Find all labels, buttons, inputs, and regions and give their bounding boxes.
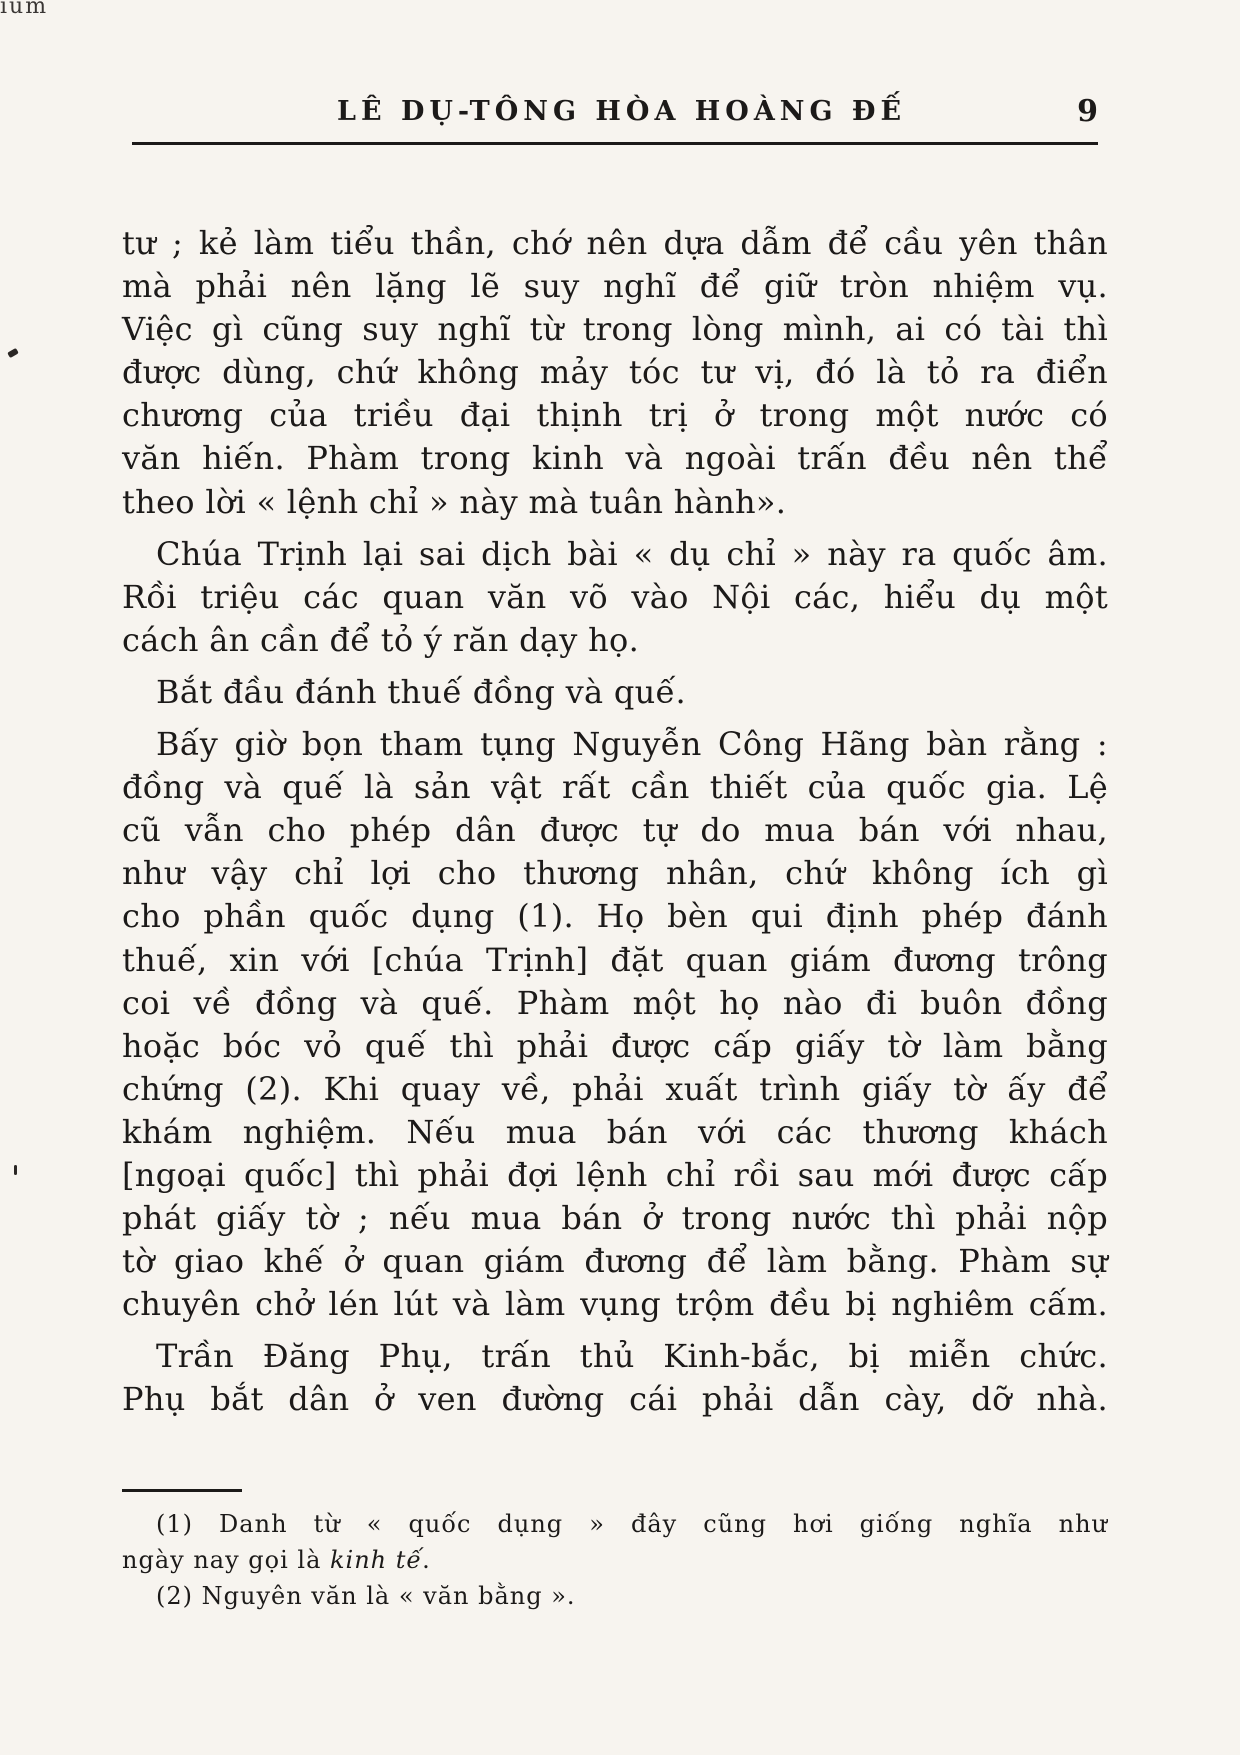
paragraph-tran-dang-phu — [122, 1335, 1108, 1421]
text-line: đồng và quế là sản vật rất cần thiết của quốc gia. Lệ — [122, 768, 1108, 807]
text-line: như vậy chỉ lợi cho thương nhân, chứ không ích gì — [122, 854, 1108, 893]
text-line: Chúa Trịnh lại sai dịch bài « dụ chỉ » này ra quốc âm. — [156, 534, 1108, 573]
body-text — [122, 222, 1108, 1431]
margin-speck — [14, 1165, 17, 1175]
text-line: Phụ bắt dân ở ven đường cái phải dẫn cày, dỡ nhà. — [122, 1380, 1108, 1419]
text-line: Bấy giờ bọn tham tụng Nguyễn Công Hãng bàn rằng : — [156, 725, 1108, 764]
text-line: được dùng, chứ không mảy tóc tư vị, đó là tỏ ra điển — [122, 353, 1108, 392]
paragraph-decree-end — [122, 222, 1108, 524]
footnote-1-text: ngày nay gọi là — [122, 1546, 330, 1574]
text-line: cũ vẫn cho phép dân được tự do mua bán với nhau, — [122, 811, 1108, 850]
text-line: chương của triều đại thịnh trị ở trong một nước có — [122, 396, 1108, 435]
running-header — [132, 92, 1098, 145]
text-line: chứng (2). Khi quay về, phải xuất trình giấy tờ ấy để — [122, 1069, 1108, 1108]
footnote-separator — [122, 1489, 242, 1492]
text-line: Việc gì cũng suy nghĩ từ trong lòng mình, ai có tài thì — [122, 310, 1108, 349]
text-line: Trần Đăng Phụ, trấn thủ Kinh-bắc, bị miễn chức. — [156, 1337, 1108, 1376]
footnote-1-line-1: (1) Danh từ « quốc dụng » đây cũng hơi giống nghĩa như — [156, 1510, 1108, 1538]
text-line: coi về đồng và quế. Phàm một họ nào đi buôn đồng — [122, 983, 1108, 1022]
footnote-1-line-2 — [122, 1542, 1108, 1578]
text-line: Bắt đầu đánh thuế đồng và quế. — [156, 672, 686, 711]
text-line: Rồi triệu các quan văn võ vào Nội các, hiểu dụ một — [122, 577, 1108, 616]
footnote-1-period: . — [422, 1546, 431, 1574]
running-title: LÊ DỤ-TÔNG HÒA HOÀNG ĐẾ — [337, 96, 907, 127]
corner-mark: ıum — [0, 0, 49, 19]
text-line: tư ; kẻ làm tiểu thần, chớ nên dựa dẫm để cầu yên thân — [122, 224, 1108, 262]
text-line: văn hiến. Phàm trong kinh và ngoài trấn đều nên thể — [122, 439, 1108, 478]
margin-speck — [7, 348, 19, 358]
text-line: mà phải nên lặng lẽ suy nghĩ để giữ tròn nhiệm vụ. — [122, 267, 1108, 306]
paragraph-tax-details — [122, 723, 1108, 1326]
text-line: khám nghiệm. Nếu mua bán với các thương khách — [122, 1112, 1108, 1151]
paragraph-tax-heading — [122, 671, 1108, 714]
footnote-2: (2) Nguyên văn là « văn bằng ». — [156, 1582, 576, 1610]
text-line: cho phần quốc dụng (1). Họ bèn qui định phép đánh — [122, 897, 1108, 936]
text-line: thuế, xin với [chúa Trịnh] đặt quan giám đương trông — [122, 940, 1108, 979]
footnote-1-italic-term: kinh tế — [330, 1546, 423, 1574]
text-line: phát giấy tờ ; nếu mua bán ở trong nước thì phải nộp — [122, 1199, 1108, 1238]
text-line: tờ giao khế ở quan giám đương để làm bằng. Phàm sự — [122, 1242, 1108, 1281]
footnotes — [122, 1506, 1108, 1614]
paragraph-translation — [122, 533, 1108, 662]
text-line: hoặc bóc vỏ quế thì phải được cấp giấy tờ làm bằng — [122, 1026, 1108, 1065]
text-line: theo lời « lệnh chỉ » này mà tuân hành». — [122, 482, 787, 521]
text-line: chuyên chở lén lút và làm vụng trộm đều bị nghiêm cấm. — [122, 1285, 1108, 1324]
text-line: cách ân cần để tỏ ý răn dạy họ. — [122, 620, 640, 659]
text-line: [ngoại quốc] thì phải đợi lệnh chỉ rồi sau mới được cấp — [122, 1155, 1108, 1194]
page-number: 9 — [1077, 94, 1098, 129]
